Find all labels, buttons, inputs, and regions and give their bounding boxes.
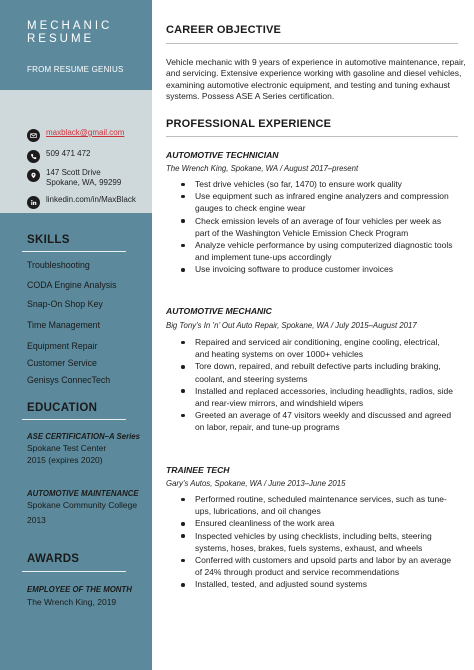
job-bullet: Ensured cleanliness of the work area [180, 517, 456, 529]
skill-item: Time Management [27, 320, 101, 330]
award-title: EMPLOYEE OF THE MONTH [27, 585, 132, 594]
address-line-2: Spokane, WA, 99299 [46, 178, 122, 187]
skill-item: Snap-On Shop Key [27, 299, 103, 309]
linkedin-icon [27, 196, 40, 209]
objective-divider [166, 43, 458, 44]
job-bullet: Installed, tested, and adjusted sound systems [180, 578, 456, 590]
skill-item: Genisys ConnecTech [27, 375, 111, 385]
job-bullet: Check emission levels of an average of four vehicles per week as part of the Washington Vehicle Emission Check Program [180, 215, 456, 239]
education-school: Spokane Test Center [27, 443, 107, 453]
job-bullet: Use invoicing software to produce customer invoices [180, 263, 456, 275]
education-title: AUTOMOTIVE MAINTENANCE [27, 489, 139, 498]
job-bullet: Performed routine, scheduled maintenance services, such as tune-ups, lubrications, and oil changes [180, 493, 456, 517]
education-date: 2015 (expires 2020) [27, 455, 103, 465]
objective-text: Vehicle mechanic with 9 years of experience in automotive maintenance, repair, and servicing. Extensive experience working with gasoline and diesel vehicles, examining automotive electronic equipment, and testing and tuning exhaust systems. Possess ASE A Series certification. [166, 57, 466, 102]
skill-item: Equipment Repair [27, 341, 98, 351]
location-pin-icon [27, 169, 40, 182]
education-heading: EDUCATION [27, 402, 98, 414]
contact-linkedin[interactable] [27, 195, 136, 209]
education-title: ASE CERTIFICATION–A Series [27, 432, 140, 441]
education-school: Spokane Community College [27, 500, 138, 510]
sidebar [0, 0, 152, 670]
email-link[interactable]: maxblack@gmail.com [46, 128, 125, 137]
address-line-1: 147 Scott Drive [46, 168, 101, 177]
experience-divider [166, 136, 458, 137]
objective-heading: CAREER OBJECTIVE [166, 24, 282, 36]
email-icon [27, 129, 40, 142]
contact-phone [27, 149, 91, 163]
name-line-1: MECHANIC [27, 20, 113, 32]
name-line-2: RESUME [27, 33, 95, 45]
job-title: TRAINEE TECH [166, 465, 230, 475]
contact-email[interactable] [27, 128, 124, 142]
contact-address [27, 168, 121, 188]
job-bullets [180, 336, 456, 434]
skills-heading: SKILLS [27, 234, 70, 246]
skill-item: Troubleshooting [27, 260, 90, 270]
education-date: 2013 [27, 515, 46, 525]
job-meta: Gary’s Autos, Spokane, WA / June 2013–June 2015 [166, 479, 346, 488]
job-meta: The Wrench King, Spokane, WA / August 2017–present [166, 164, 359, 173]
job-bullet: Test drive vehicles (so far, 1470) to ensure work quality [180, 178, 456, 190]
job-title: AUTOMOTIVE TECHNICIAN [166, 150, 279, 160]
award-detail: The Wrench King, 2019 [27, 597, 117, 607]
contact-section [0, 90, 152, 213]
experience-heading: PROFESSIONAL EXPERIENCE [166, 118, 332, 130]
resume-name [27, 20, 112, 46]
skill-item: CODA Engine Analysis [27, 280, 117, 290]
source-credit: FROM RESUME GENIUS [27, 65, 124, 74]
job-bullet: Conferred with customers and upsold parts and labor by an average of 24% through product and service recommendations [180, 554, 456, 578]
job-bullet: Repaired and serviced air conditioning, engine cooling, electrical, and heating systems on over 1000+ vehicles [180, 336, 456, 360]
name-header [0, 0, 152, 90]
job-bullet: Greeted an average of 47 visitors weekly and discussed and agreed on labor, repair, and tune-up programs [180, 409, 456, 433]
awards-heading: AWARDS [27, 553, 80, 565]
job-bullet: Use equipment such as infrared engine analyzers and compression gauges to check engine wear [180, 190, 456, 214]
awards-divider [22, 571, 126, 572]
phone-icon [27, 150, 40, 163]
phone-number: 509 471 472 [46, 149, 91, 158]
skill-item: Customer Service [27, 358, 97, 368]
education-divider [22, 419, 126, 420]
main-content [152, 0, 474, 670]
job-bullets [180, 493, 456, 591]
job-bullet: Installed and replaced accessories, including headlights, radios, side and rear-view mirrors, and windshield wipers [180, 385, 456, 409]
linkedin-link[interactable]: linkedin.com/in/MaxBlack [46, 195, 136, 204]
job-bullet: Tore down, repaired, and rebuilt defective parts including braking, coolant, and steering systems [180, 360, 456, 384]
job-bullets [180, 178, 456, 276]
job-meta: Big Tony’s In ’n’ Out Auto Repair, Spokane, WA / July 2015–August 2017 [166, 321, 417, 330]
job-title: AUTOMOTIVE MECHANIC [166, 306, 272, 316]
job-bullet: Analyze vehicle performance by using computerized diagnostic tools and implement tune-ups accordingly [180, 239, 456, 263]
job-bullet: Inspected vehicles by using checklists, including belts, steering systems, hoses, brakes, fuels systems, exhaust, and wheels [180, 530, 456, 554]
skills-divider [22, 251, 126, 252]
address [46, 168, 121, 188]
